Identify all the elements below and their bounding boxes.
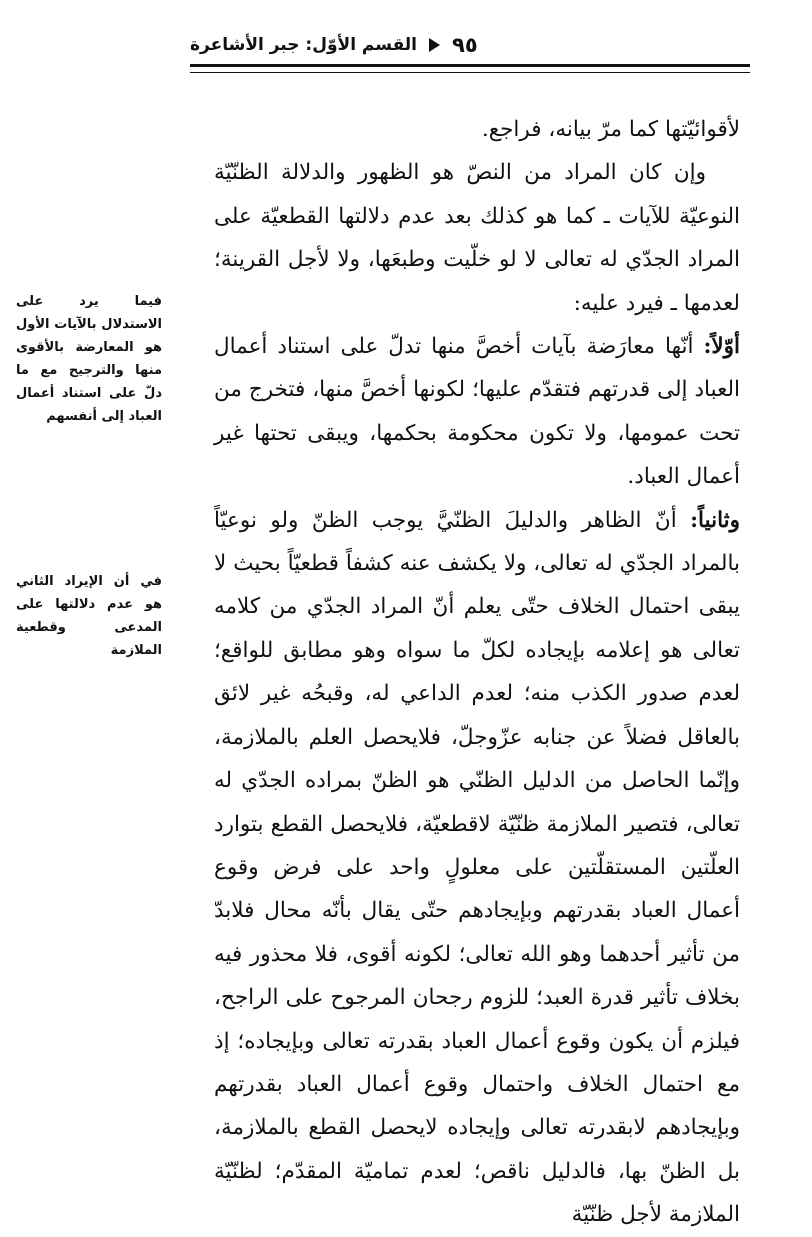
paragraph-3-lead: أوّلاً:: [703, 334, 740, 360]
paragraph-2: وإن كان المراد من النصّ هو الظهور والدلالة الظنّيّة النوعيّة للآيات ـ كما هو كذلك بعد عدم دلالتها القطعيّة على المراد الجدّي له تعالى لا لو خلّيت وطبعَها، ولا لأجل القرينة؛ لعدمها ـ فيرد عليه:: [214, 160, 740, 316]
left-pointer-icon: [429, 38, 440, 52]
header-rule-thick: [190, 64, 750, 67]
header-rule-thin: [190, 72, 750, 73]
chapter-title: القسم الأوّل: جبر الأشاعرة: [190, 35, 418, 55]
margin-note-objection-1: فيما يرد على الاستدلال بالآيات الأول هو المعارضة بالأقوى منها والترجيح مع ما دلّ على استناد أعمال العباد إلى أنفسهم: [16, 294, 162, 424]
margin-note-objection-2: في أن الإيراد الثاني هو عدم دلالتها على المدعى وقطعية الملازمة: [16, 574, 162, 658]
running-header: [190, 30, 750, 60]
body-text: [214, 108, 740, 1237]
paragraph-3-text: أنّها معارَضة بآيات أخصَّ منها تدلّ على استناد أعمال العباد إلى قدرتهم فتقدّم عليها؛ لكونها أخصَّ منها، فتخرج من تحت عمومها، ولا تكون محكومة بحكمها، ويبقى تحتها غير أعمال العباد.: [214, 334, 740, 490]
paragraph-3: [214, 325, 740, 499]
paragraph-4: [214, 499, 740, 1237]
paragraph-1: لأقوائيّتها كما مرّ بيانه، فراجع.: [481, 117, 740, 142]
page-number: ٩٥: [452, 33, 478, 57]
paragraph-4-text: أنّ الظاهر والدليلَ الظنّيَّ يوجب الظنّ ولو نوعيّاً بالمراد الجدّي له تعالى، ولا يكشف عنه كشفاً قطعيّاً بحيث لا يبقى احتمال الخلاف حتّى يعلم أنّ المراد الجدّي من كلامه تعالى هو إعلامه بإيجاده لكلّ ما سواه وهو مطابق للواقع؛ لعدم صدور الكذب منه؛ لعدم الداعي له، وقبحُه غير لائق بالعاقل فضلاً عن جنابه عزّوجلّ، فلايحصل العلم بالملازمة، وإنّما الحاصل من الدليل الظنّي هو الظنّ بمراده الجدّي له تعالى، فتصير الملازمة ظنّيّة لاقطعيّة، فلايحصل القطع بتوارد العلّتين المستقلّتين على معلولٍ واحد على فرض وقوع أعمال العباد بقدرتهم وبإيجادهم حتّى يقال بأنّه محال فلابدّ من تأثير أحدهما وهو الله تعالى؛ لكونه أقوى، فلا محذور فيه بخلاف تأثير قدرة العبد؛ للزوم رجحان المرجوح على الراجح، فيلزم أن يكون وقوع أعمال العباد بقدرته تعالى وبإيجاده؛ إذ مع احتمال الخلاف واحتمال وقوع أعمال العباد بقدرتهم وبإيجادهم لابقدرته تعالى وإيجاده لايحصل القطع بالملازمة، بل الظنّ بها، فالدليل ناقص؛ لعدم تماميّة المقدّم؛ لظنّيّة الملازمة لأجل ظنّيّة: [214, 507, 740, 1228]
paragraph-4-lead: وثانياً:: [690, 507, 740, 533]
